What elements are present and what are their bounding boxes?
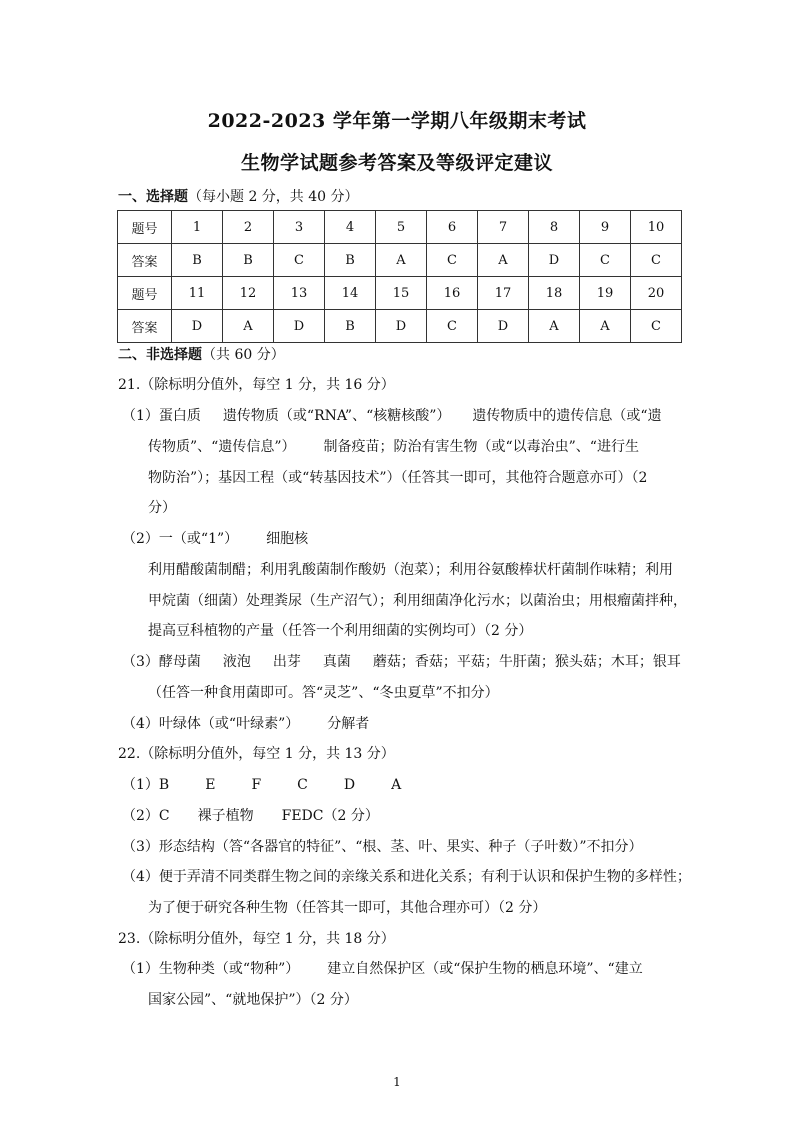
page-subtitle: 生物学试题参考答案及等级评定建议	[240, 152, 553, 174]
table-cell: 1	[172, 211, 223, 244]
q21-part4-line1	[122, 713, 369, 733]
section-choice-note: （每小题 2 分，共 40 分）	[188, 189, 359, 205]
q22-part4-line1: （4）便于弄清不同类群生物之间的亲缘关系和进化关系；有利于认识和保护生物的多样性；	[122, 869, 691, 885]
q23-p1-b: 建立自然保护区（或“保护生物的栖息环境”、“建立	[327, 961, 643, 977]
table-cell: D	[274, 310, 325, 343]
q21-part3-line1	[122, 651, 681, 671]
table-cell: 6	[427, 211, 478, 244]
q21-part2-line4: 提高豆科植物的产量（任答一个利用细菌的实例均可）（2 分）	[148, 623, 533, 639]
q21-part1-line1	[122, 405, 662, 425]
q21-p1-l2b: 制备疫苗；防治有害生物（或“以毒治虫”、“进行生	[323, 439, 639, 455]
table-cell: A	[529, 310, 580, 343]
table-cell: 10	[631, 211, 682, 244]
table-cell: C	[631, 310, 682, 343]
page-title: 2022-2023 学年第一学期八年级期末考试	[207, 110, 587, 132]
q22-p1-item: F	[251, 777, 262, 793]
q22-p2-a: （2）C	[122, 808, 170, 824]
table-cell: A	[580, 310, 631, 343]
q22-part3-line1: （3）形态结构（答“各器官的特征”、“根、茎、叶、果实、种子（子叶数）”不扣分）	[122, 839, 643, 855]
table-cell: 5	[376, 211, 427, 244]
page-number: 1	[393, 1075, 401, 1089]
table-cell: D	[478, 310, 529, 343]
table-cell: C	[427, 310, 478, 343]
table-row	[118, 277, 682, 310]
q21-part2-line3: 甲烷菌（细菌）处理粪尿（生产沼气）；利用细菌净化污水；以菌治虫；用根瘤菌拌种，	[148, 593, 687, 609]
section-nonchoice-title: 二、非选择题	[118, 347, 202, 363]
table-cell: D	[172, 310, 223, 343]
table-cell: 13	[274, 277, 325, 310]
table-cell: A	[376, 244, 427, 277]
table-row	[118, 211, 682, 244]
table-cell: C	[631, 244, 682, 277]
q21-p3-a: （3）酵母菌	[122, 654, 201, 670]
q22-p1-item: D	[343, 777, 356, 793]
q22-p2-c: FEDC（2 分）	[281, 808, 379, 824]
table-cell: C	[274, 244, 325, 277]
table-cell: B	[325, 310, 376, 343]
q21-heading: 21.（除标明分值外，每空 1 分，共 16 分）	[118, 377, 395, 393]
table-row-header: 答案	[118, 310, 172, 343]
table-cell: 12	[223, 277, 274, 310]
q22-p1-item: E	[205, 777, 216, 793]
table-cell: B	[223, 244, 274, 277]
q21-p1-l2a: 传物质”、“遗传信息”）	[148, 439, 296, 455]
q21-p2-a: （2）一（或“1”）	[122, 531, 239, 547]
table-cell: 3	[274, 211, 325, 244]
table-cell: 19	[580, 277, 631, 310]
table-cell: 17	[478, 277, 529, 310]
table-cell: 2	[223, 211, 274, 244]
table-cell: 16	[427, 277, 478, 310]
q23-part1-line1	[122, 958, 643, 978]
table-row	[118, 244, 682, 277]
table-cell: 9	[580, 211, 631, 244]
q22-p1-item: C	[297, 777, 308, 793]
table-cell: C	[580, 244, 631, 277]
table-cell: C	[427, 244, 478, 277]
table-cell: B	[172, 244, 223, 277]
table-cell: 14	[325, 277, 376, 310]
section-choice-heading	[118, 186, 359, 206]
table-cell: 18	[529, 277, 580, 310]
table-cell: A	[223, 310, 274, 343]
table-cell: 7	[478, 211, 529, 244]
table-cell: 8	[529, 211, 580, 244]
q23-heading: 23.（除标明分值外，每空 1 分，共 18 分）	[118, 931, 395, 947]
table-row-header: 题号	[118, 277, 172, 310]
table-cell: A	[478, 244, 529, 277]
q21-p4-a: （4）叶绿体（或“叶绿素”）	[122, 716, 300, 732]
table-row	[118, 310, 682, 343]
q21-p3-b: 液泡	[222, 654, 251, 670]
q21-part1-line2	[148, 436, 639, 456]
table-cell: 11	[172, 277, 223, 310]
q22-part4-line2: 为了便于研究各种生物（任答其一即可，其他合理亦可）（2 分）	[148, 900, 547, 916]
q21-p2-b: 细胞核	[266, 531, 309, 547]
section-nonchoice-note: （共 60 分）	[202, 347, 285, 363]
q23-part1-line2: 国家公园”、“就地保护”）（2 分）	[148, 992, 358, 1008]
table-cell: 20	[631, 277, 682, 310]
q22-p2-b: 裸子植物	[197, 808, 254, 824]
q21-p4-b: 分解者	[327, 716, 370, 732]
q21-p3-c: 出芽	[272, 654, 301, 670]
q22-p1-item: A	[391, 777, 402, 793]
q21-part3-line2: （任答一种食用菌即可。答“灵芝”、“冬虫夏草”不扣分）	[148, 685, 499, 701]
q22-p1-label: （1）	[122, 777, 159, 793]
q21-part1-line4: 分）	[148, 500, 176, 516]
q22-p1-item: B	[158, 777, 170, 793]
table-row-header: 题号	[118, 211, 172, 244]
q21-p1-a: （1）蛋白质	[122, 408, 201, 424]
q21-p1-c: 遗传物质中的遗传信息（或“遗	[472, 408, 662, 424]
q21-part2-line1	[122, 528, 308, 548]
q22-heading: 22.（除标明分值外，每空 1 分，共 13 分）	[118, 746, 395, 762]
table-cell: D	[529, 244, 580, 277]
q22-part2-line1	[122, 805, 379, 825]
q21-part2-line2: 利用醋酸菌制醋；利用乳酸菌制作酸奶（泡菜）；利用谷氨酸棒状杆菌制作味精；利用	[148, 562, 673, 578]
q22-part1-line1	[122, 774, 401, 794]
table-cell: 4	[325, 211, 376, 244]
q21-p3-d: 真菌	[322, 654, 351, 670]
table-row-header: 答案	[118, 244, 172, 277]
section-nonchoice-heading	[118, 344, 285, 364]
section-choice-title: 一、选择题	[118, 189, 188, 205]
answer-table	[117, 210, 682, 343]
table-cell: D	[376, 310, 427, 343]
q21-part1-line3: 物防治”）；基因工程（或“转基因技术”）（任答其一即可，其他符合题意亦可）（2	[148, 470, 648, 486]
q21-p1-b: 遗传物质（或“RNA”、“核糖核酸”）	[222, 408, 451, 424]
table-cell: 15	[376, 277, 427, 310]
q23-p1-a: （1）生物种类（或“物种”）	[122, 961, 300, 977]
q21-p3-e: 蘑菇；香菇；平菇；牛肝菌；猴头菇；木耳；银耳	[372, 654, 681, 670]
table-cell: B	[325, 244, 376, 277]
